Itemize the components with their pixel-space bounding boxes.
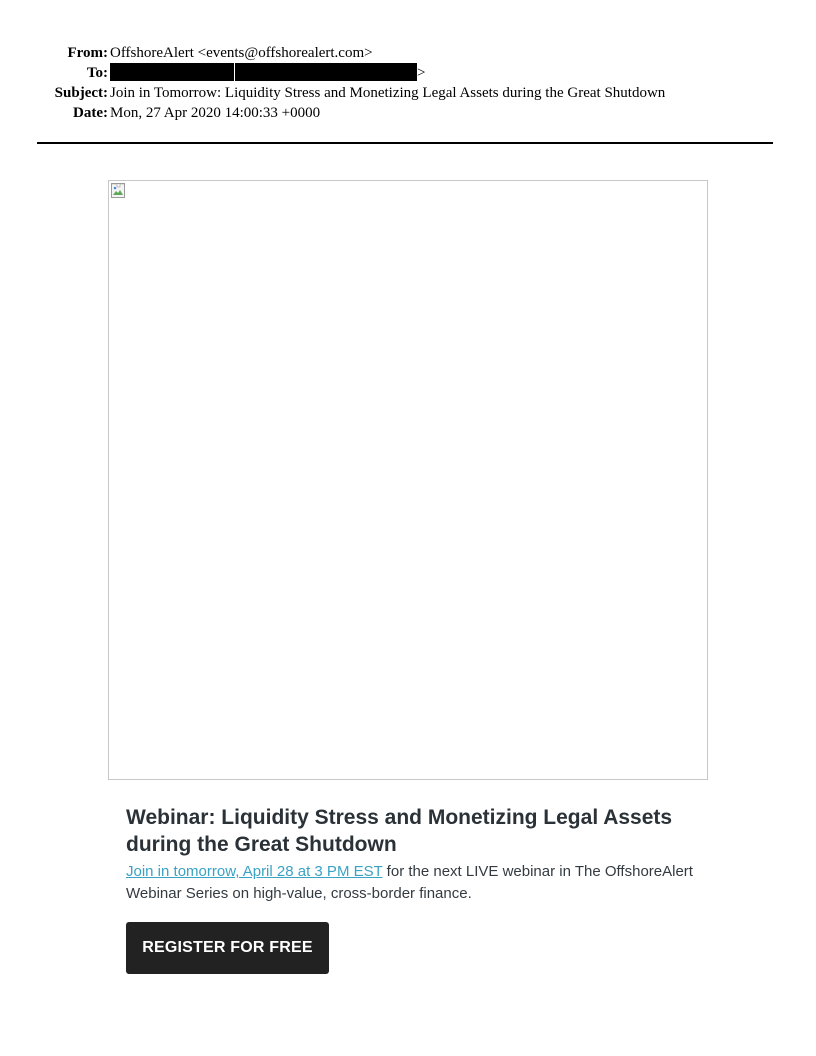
webinar-title: Webinar: Liquidity Stress and Monetizing Legal Assets during the Great Shutdown [126,806,673,856]
hero-image[interactable] [108,180,708,780]
to-row [0,63,816,83]
to-value-suffix: > [417,65,426,81]
redaction-block [235,63,413,81]
subject-label: Subject: [54,85,108,101]
date-label: Date: [73,105,108,121]
webinar-description [126,861,696,905]
to-label: To: [86,65,108,81]
header-divider [37,142,773,144]
date-row [0,103,816,123]
redaction-block [110,63,234,81]
date-value: Mon, 27 Apr 2020 14:00:33 +0000 [110,105,321,121]
from-label: From: [67,45,108,61]
join-link[interactable]: Join in tomorrow, April 28 at 3 PM EST [126,863,383,880]
description-text: for the next LIVE webinar in The OffshoreAlert Webinar Series on high-value, cross-border finance. [126,863,693,902]
to-value [110,63,425,83]
register-button[interactable]: REGISTER FOR FREE [126,922,329,974]
subject-value: Join in Tomorrow: Liquidity Stress and Monetizing Legal Assets during the Great Shutdown [110,85,666,101]
subject-row [0,83,816,103]
broken-image-icon [111,183,125,198]
from-value: OffshoreAlert <events@offshorealert.com> [110,45,373,61]
from-row [0,43,816,63]
email-header [0,43,816,123]
webinar-content [126,804,696,905]
